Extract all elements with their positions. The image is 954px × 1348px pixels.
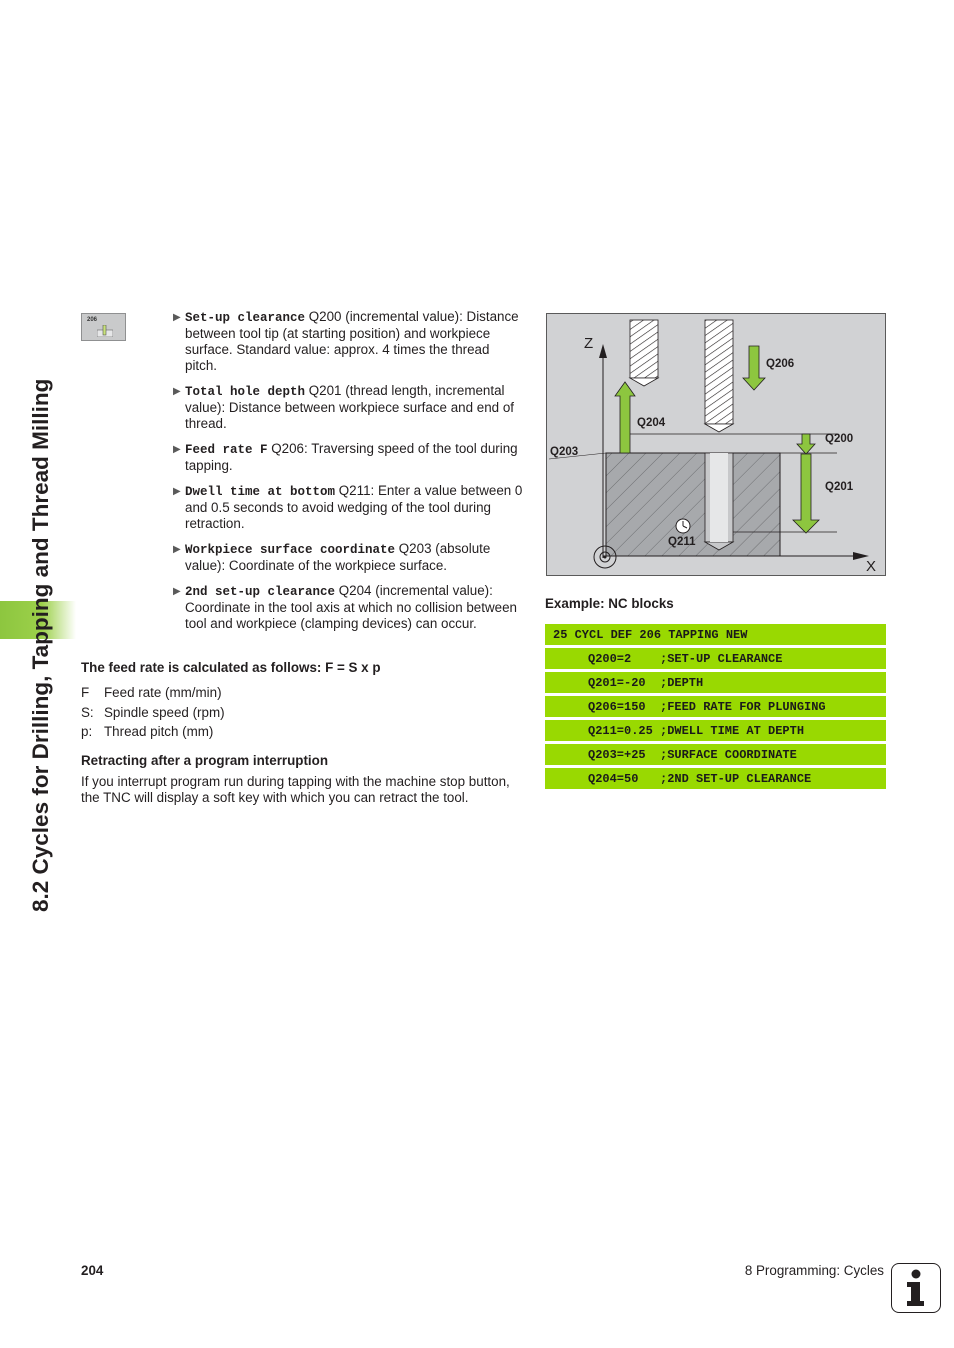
x-axis-label: X [866, 558, 877, 575]
bullet-arrow-icon: ▶ [173, 586, 181, 597]
nc-param: Q203=+25 [588, 747, 646, 762]
label-q206: Q206 [766, 358, 795, 370]
nc-block [545, 696, 886, 717]
z-axis-label: Z [584, 335, 594, 352]
nc-comment: ;SET-UP CLEARANCE [660, 651, 783, 666]
formula-symbol: S: [81, 704, 94, 720]
label-q200: Q200 [825, 433, 854, 445]
retract-heading: Retracting after a program interruption [81, 753, 329, 768]
param-description: Q211: Enter a value between 0 and 0.5 seconds to avoid wedging of the tool during retraction. [185, 483, 523, 531]
cycle-206-icon [81, 313, 126, 341]
nc-block [545, 624, 886, 645]
info-icon[interactable] [891, 1263, 941, 1313]
bullet-arrow-icon: ▶ [173, 312, 181, 323]
param-description: Q206: Traversing speed of the tool during tapping. [185, 441, 518, 473]
retract-paragraph: If you interrupt program run during tapping with the machine stop button, the TNC will display a soft key with which you can retract the tool. [81, 774, 510, 805]
parameter-list [172, 309, 524, 641]
param-name: Total hole depth [185, 385, 306, 399]
formula-item [81, 724, 225, 744]
param-feed-rate [172, 441, 524, 474]
param-dwell-time [172, 483, 524, 532]
cycle-number: 206 [87, 317, 98, 323]
label-q201: Q201 [825, 481, 854, 493]
formula-item [81, 705, 225, 725]
page-number: 204 [81, 1263, 104, 1278]
q200-arrow [797, 434, 815, 454]
bullet-arrow-icon: ▶ [173, 444, 181, 455]
nc-param: Q211=0.25 [588, 723, 653, 738]
nc-param: Q204=50 [588, 771, 639, 786]
formula-list [81, 685, 225, 744]
param-description: Q200 (incremental value): Distance between tool tip (at starting position) and workpiece surface. Standard value: approx. 4 times the thread pitch. [185, 309, 519, 373]
q206-arrow [743, 346, 765, 390]
nc-block [545, 744, 886, 765]
formula-symbol: p: [81, 724, 93, 740]
bullet-arrow-icon: ▶ [173, 544, 181, 555]
nc-block [545, 768, 886, 789]
param-name: Workpiece surface coordinate [185, 543, 396, 557]
nc-param: Q206=150 [588, 699, 646, 714]
nc-block [545, 720, 886, 741]
q201-arrow [793, 454, 819, 533]
param-description: Q204 (incremental value): Coordinate in the tool axis at which no collision between tool and workpiece (clamping devices) can occur. [185, 583, 517, 631]
label-q211: Q211 [668, 536, 696, 548]
tap-tool-plunging [705, 320, 733, 424]
param-2nd-setup-clearance [172, 583, 524, 632]
formula-item [81, 685, 225, 705]
label-q203: Q203 [550, 446, 579, 458]
tap-tool-retracted [630, 320, 658, 378]
feed-rate-heading: The feed rate is calculated as follows: F = S x p [81, 660, 381, 675]
tapping-cycle-icon [97, 325, 113, 337]
param-setup-clearance [172, 309, 524, 374]
param-description: Q201 (thread length, incremental value): Distance between workpiece surface and end of thread. [185, 383, 515, 431]
param-workpiece-surface [172, 541, 524, 574]
nc-comment: ;DEPTH [660, 675, 704, 690]
nc-block-list [545, 624, 886, 792]
nc-param: Q200=2 [588, 651, 632, 666]
nc-param: Q201=-20 [588, 675, 646, 690]
nc-block-text: 25 CYCL DEF 206 TAPPING NEW [553, 627, 748, 642]
bullet-arrow-icon: ▶ [173, 386, 181, 397]
q204-arrow [617, 374, 625, 382]
chapter-footer: 8 Programming: Cycles [744, 1263, 884, 1278]
nc-comment: ;SURFACE COORDINATE [660, 747, 797, 762]
diagram-graphic [547, 314, 887, 577]
nc-comment: ;FEED RATE FOR PLUNGING [660, 699, 826, 714]
tapping-diagram [546, 313, 886, 576]
bullet-arrow-icon: ▶ [173, 486, 181, 497]
nc-comment: ;2ND SET-UP CLEARANCE [660, 771, 812, 786]
formula-symbol: F [81, 685, 90, 700]
nc-block [545, 672, 886, 693]
param-name: 2nd set-up clearance [185, 585, 336, 599]
formula-description: Feed rate (mm/min) [104, 685, 222, 700]
nc-example-caption: Example: NC blocks [545, 596, 674, 611]
formula-description: Thread pitch (mm) [104, 724, 214, 740]
param-total-hole-depth [172, 383, 524, 432]
label-q204: Q204 [637, 417, 666, 429]
formula-description: Spindle speed (rpm) [104, 704, 225, 720]
side-chapter-title: 8.2 Cycles for Drilling, Tapping and Thread Milling [28, 378, 53, 912]
param-description: Q203 (absolute value): Coordinate of the workpiece surface. [185, 541, 491, 573]
param-name: Set-up clearance [185, 311, 306, 325]
nc-comment: ;DWELL TIME AT DEPTH [660, 723, 805, 738]
param-name: Feed rate F [185, 443, 268, 457]
info-glyph [892, 1264, 939, 1311]
nc-block [545, 648, 886, 669]
param-name: Dwell time at bottom [185, 485, 336, 499]
